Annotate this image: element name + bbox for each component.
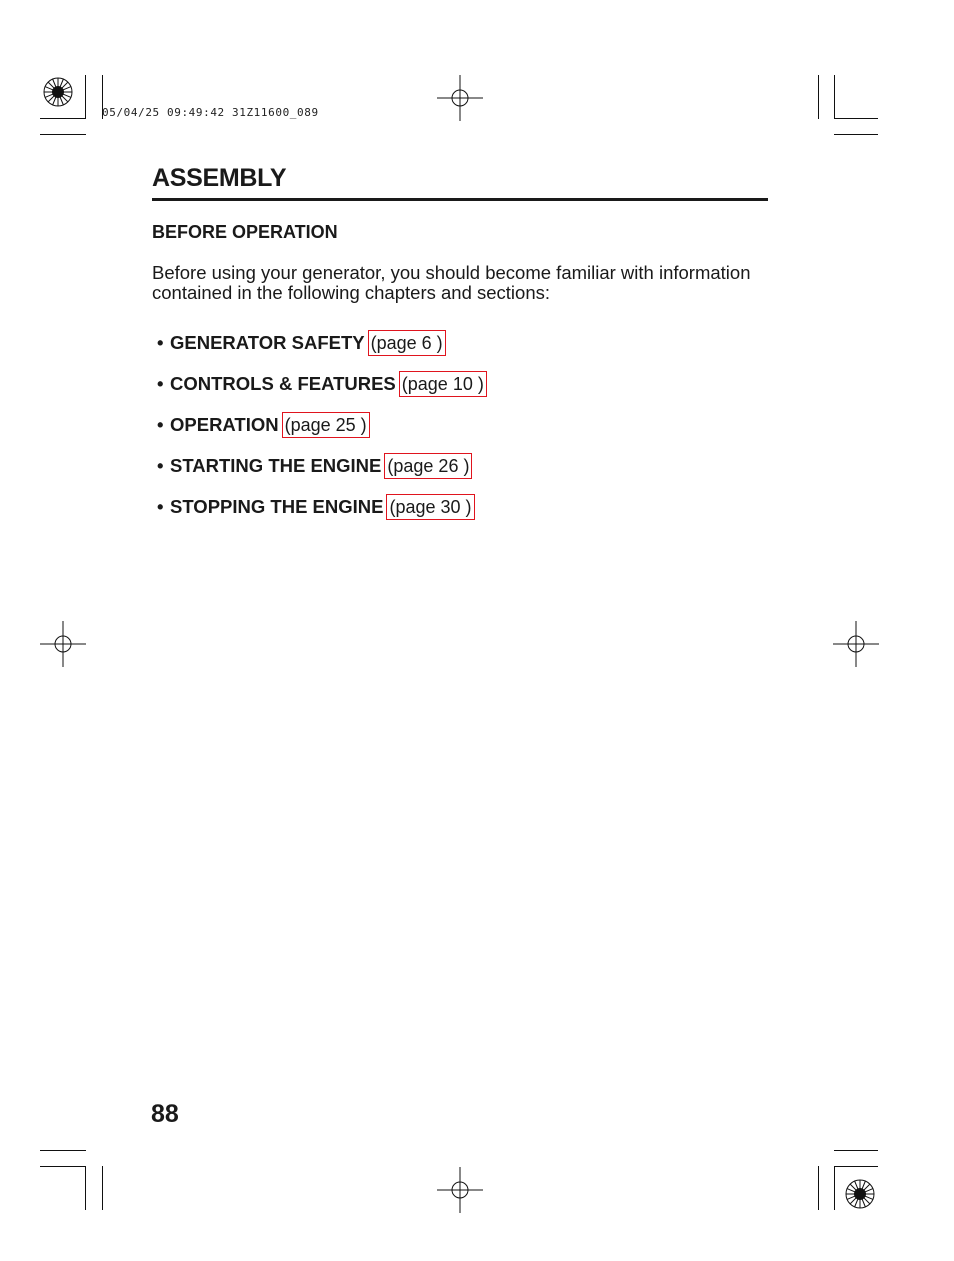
crosshair-icon <box>40 621 86 667</box>
crop-mark <box>40 1150 86 1151</box>
bullet-icon: • <box>157 413 164 435</box>
item-label-controls-features: CONTROLS & FEATURES <box>170 372 396 394</box>
page-link-generator-safety[interactable]: (page 6 ) <box>368 330 446 356</box>
crop-mark <box>818 1166 819 1210</box>
bullet-icon: • <box>157 372 164 394</box>
page-number: 88 <box>151 1100 179 1128</box>
registration-sunburst-icon <box>844 1178 876 1210</box>
crosshair-icon <box>437 75 483 121</box>
crosshair-icon <box>437 1167 483 1213</box>
crop-mark <box>85 1166 86 1210</box>
page-link-stopping-engine[interactable]: (page 30 ) <box>386 494 474 520</box>
crop-mark <box>40 1166 86 1167</box>
crop-mark <box>834 134 878 135</box>
intro-paragraph: Before using your generator, you should become familiar with information contained in the following chapters and sections: <box>152 262 751 303</box>
crop-mark <box>834 75 835 119</box>
crop-mark <box>102 1166 103 1210</box>
print-stamp: 05/04/25 09:49:42 31Z11600_089 <box>102 106 319 119</box>
bullet-icon: • <box>157 331 164 353</box>
title-rule <box>152 198 768 201</box>
list-item <box>157 486 487 527</box>
crop-mark <box>834 1150 878 1151</box>
crop-mark <box>85 75 86 119</box>
crop-mark <box>834 1166 835 1210</box>
page-link-controls-features[interactable]: (page 10 ) <box>399 371 487 397</box>
item-label-generator-safety: GENERATOR SAFETY <box>170 331 365 353</box>
list-item <box>157 363 487 404</box>
list-item <box>157 404 487 445</box>
bullet-icon: • <box>157 495 164 517</box>
item-label-operation: OPERATION <box>170 413 279 435</box>
subheading: BEFORE OPERATION <box>152 222 338 242</box>
registration-sunburst-icon <box>42 76 74 108</box>
item-label-stopping-engine: STOPPING THE ENGINE <box>170 495 384 517</box>
item-label-starting-engine: STARTING THE ENGINE <box>170 454 382 476</box>
crop-mark <box>40 118 86 119</box>
crop-mark <box>834 118 878 119</box>
crop-mark <box>40 134 86 135</box>
crosshair-icon <box>833 621 879 667</box>
list-item <box>157 322 487 363</box>
section-title: ASSEMBLY <box>152 164 287 192</box>
list-item <box>157 445 487 486</box>
page-link-operation[interactable]: (page 25 ) <box>282 412 370 438</box>
page-link-starting-engine[interactable]: (page 26 ) <box>384 453 472 479</box>
crop-mark <box>834 1166 878 1167</box>
chapter-list <box>157 322 487 527</box>
bullet-icon: • <box>157 454 164 476</box>
crop-mark <box>818 75 819 119</box>
